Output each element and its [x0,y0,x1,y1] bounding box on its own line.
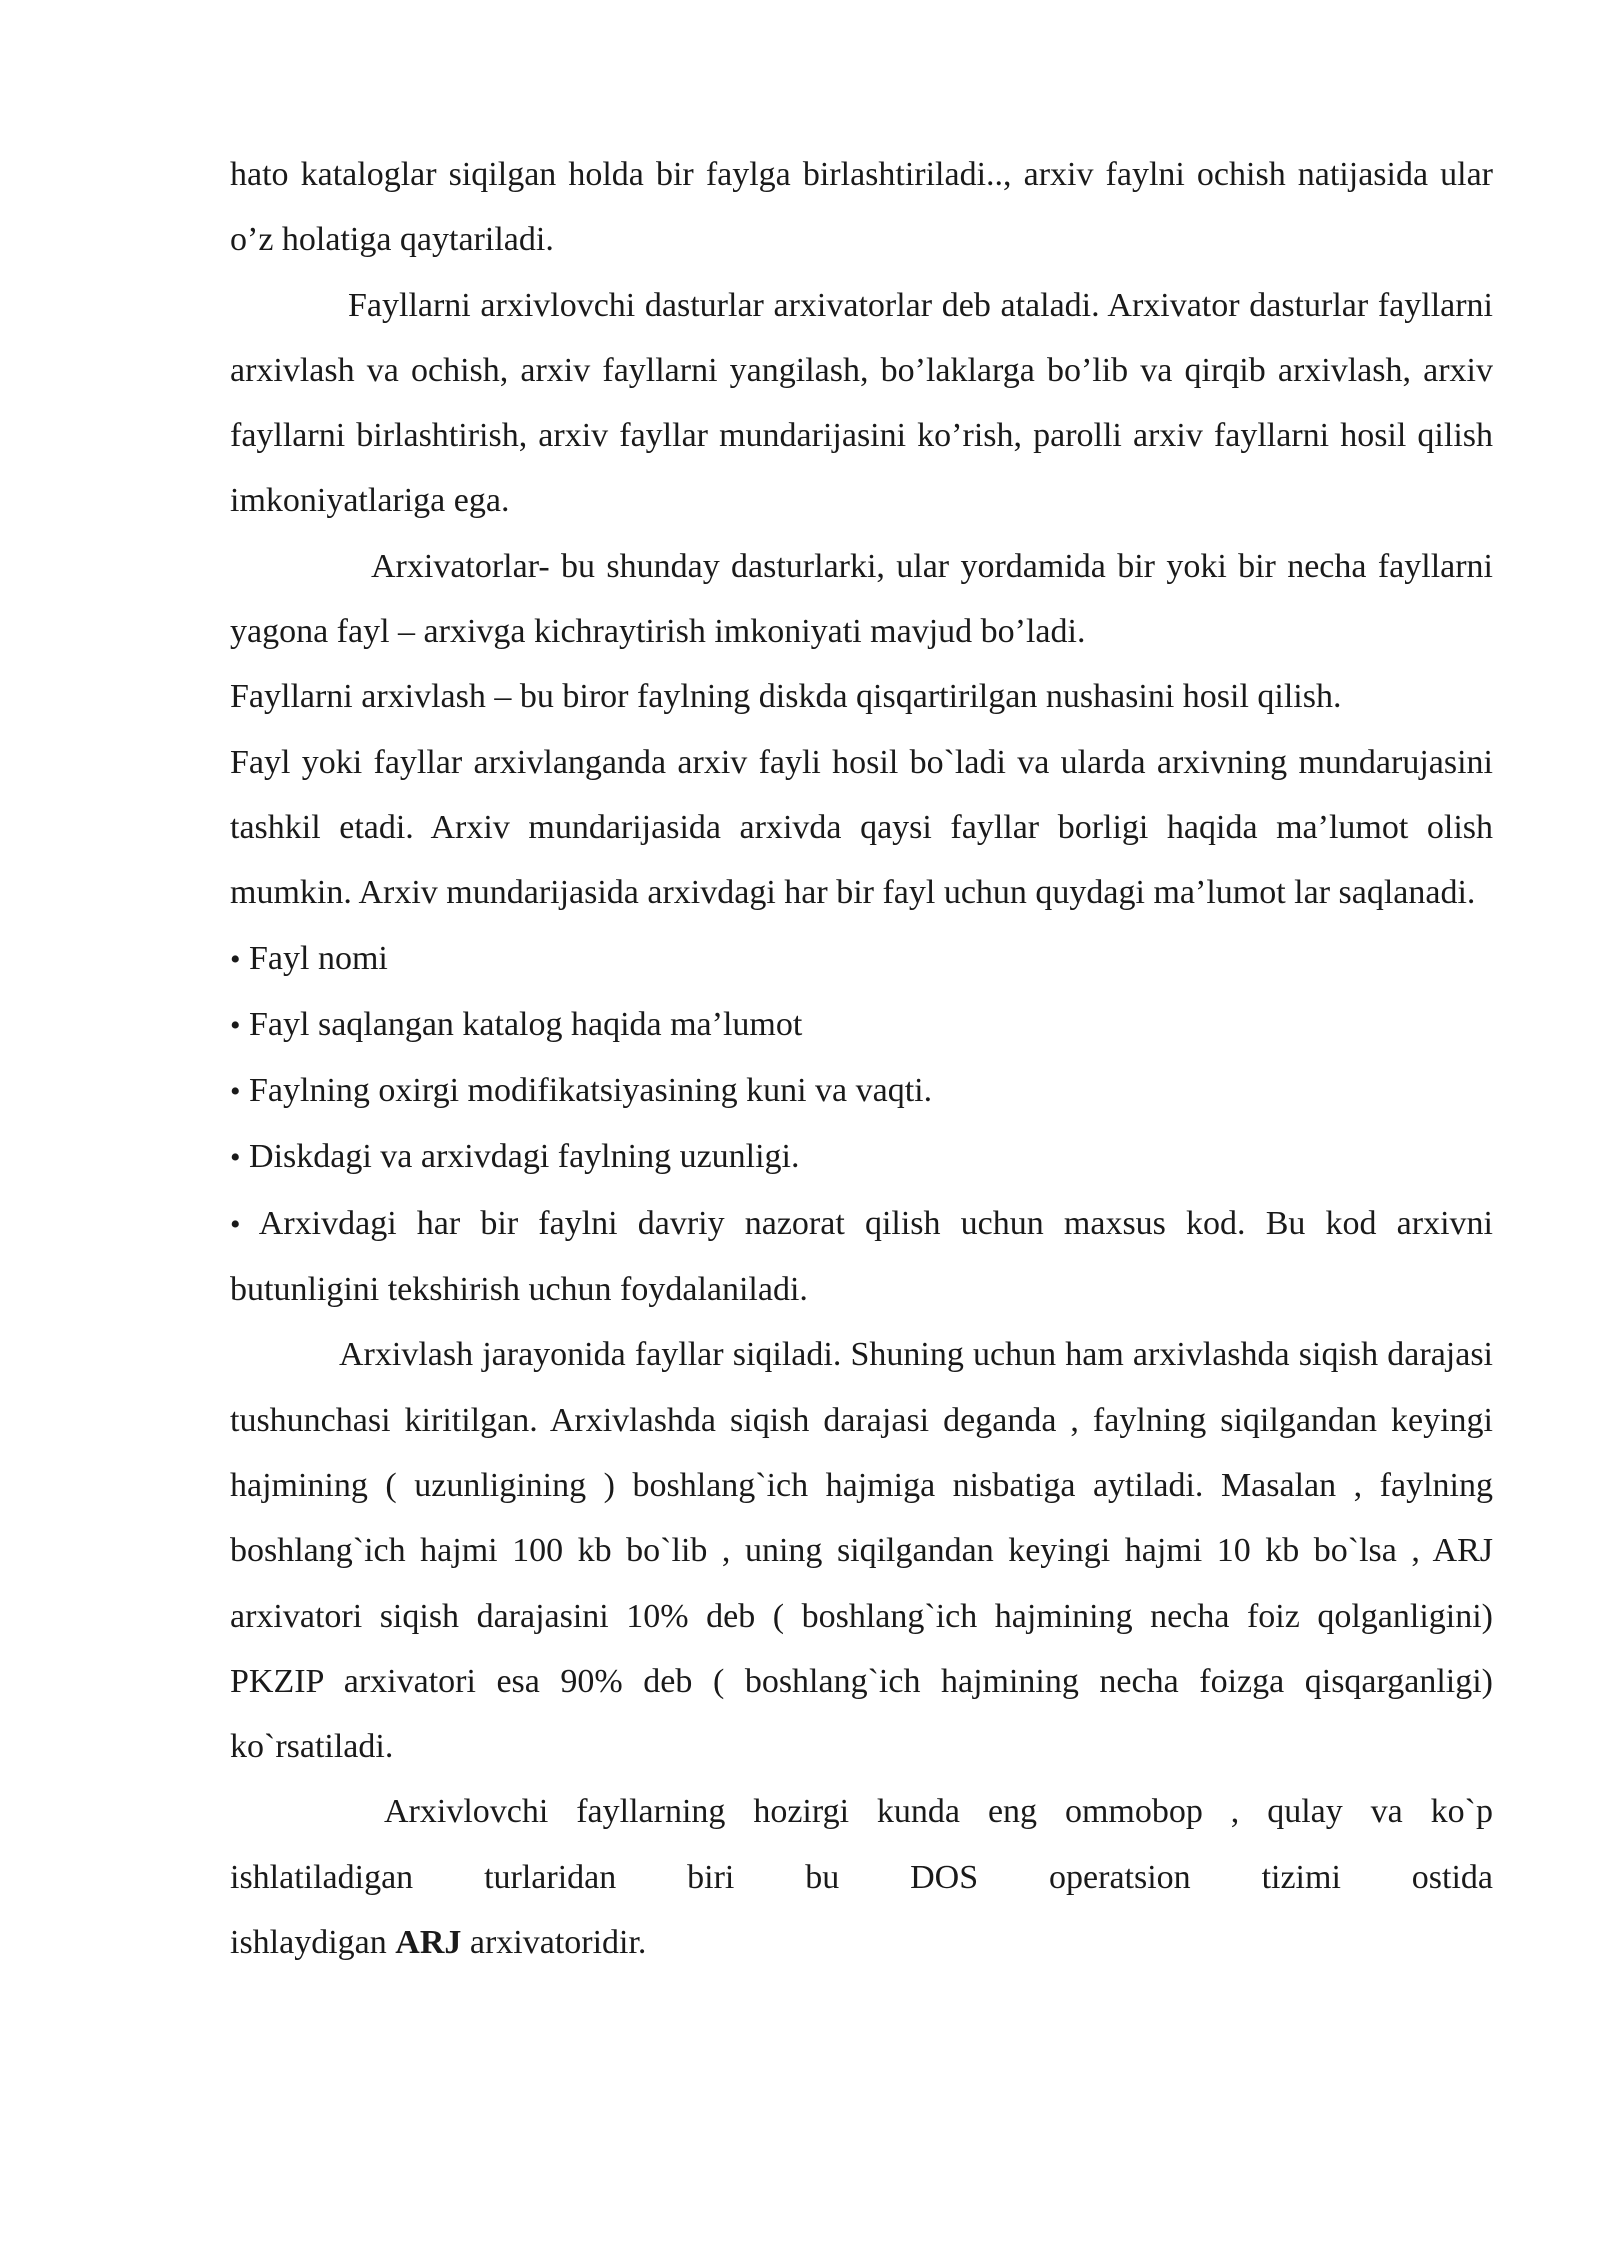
bullet-item [230,992,1493,1058]
paragraph-archive-contents: Fayl yoki fayllar arxivlanganda arxiv fayli hosil bo`ladi va ularda arxivning mundarujasini tashkil etadi. Arxiv mundarijasida arxivda qaysi fayllar borligi haqida ma’lumot olish mumkin. Arxiv mundarijasida arxivdagi har bir fayl uchun quydagi ma’lumot lar saqlanadi. [230,743,1493,912]
bullet-item [230,926,1493,992]
bullet-icon: • [230,1207,241,1241]
paragraph-arj-line-2: ishlatiladigan turlaridan biri bu DOS operatsion tizimi ostida [230,1858,1493,1896]
paragraph-compression-ratio: Arxivlash jarayonida fayllar siqiladi. Shuning uchun ham arxivlashda siqish darajasi tushunchasi kiritilgan. Arxivlashda siqish darajasi deganda , faylning siqilgandan keyingi hajmining ( uzunligining ) boshlang`ich hajmiga nisbatiga aytiladi. Masalan , faylning boshlang`ich hajmi 100 kb bo`lib , uning siqilgandan keyingi hajmi 10 kb bo`lsa , ARJ arxivatori siqish darajasini 10% deb ( boshlang`ich hajmining necha foiz qolganligini) PKZIP arxivatori esa 90% deb ( boshlang`ich hajmining necha foizga qisqarganligi) ko`rsatiladi. [230,1336,1493,1766]
arj-suffix-text: arxivatoridir. [469,1924,647,1962]
paragraph-archive-intro: hato kataloglar siqilgan holda bir faylga birlashtiriladi.., arxiv faylni ochish natijasida ular o’z holatiga qaytariladi. [230,156,1493,259]
bullet-text: Fayl nomi [249,939,388,977]
bullet-item [230,1124,1493,1190]
bullet-text: Fayl saqlangan katalog haqida ma’lumot [249,1005,803,1043]
paragraph-archivers-description: Arxivatorlar- bu shunday dasturlarki, ular yordamida bir yoki bir necha fayllarni yagona fayl – arxivga kichraytirish imkoniyati mavjud bo’ladi. [230,547,1493,651]
bullet-item [230,1058,1493,1124]
document-body [230,142,1493,1975]
arj-bold-term: ARJ [395,1924,462,1962]
paragraph-arj-line-1: Arxivlovchi fayllarning hozirgi kunda eng ommobop , qulay va ko`p [384,1793,1493,1831]
bullet-item [230,1191,1493,1323]
bullet-icon: • [230,942,241,976]
paragraph-archivers-definition: Fayllarni arxivlovchi dasturlar arxivatorlar deb ataladi. Arxivator dasturlar fayllarni arxivlash va ochish, arxiv fayllarni yangilash, bo’laklarga bo’lib va qirqib arxivlash, arxiv fayllarni birlashtirish, arxiv fayllar mundarijasini ko’rish, parolli arxiv fayllarni hosil qilish imkoniyatlariga ega. [230,286,1493,520]
paragraph-arj-line-3 [230,1910,1493,1975]
bullet-text: Arxivdagi har bir faylni davriy nazorat qilish uchun maxsus kod. Bu kod arxivni butunligini tekshirish uchun foydalaniladi. [230,1204,1493,1309]
bullet-icon: • [230,1141,241,1175]
bullet-text: Faylning oxirgi modifikatsiyasining kuni va vaqti. [249,1072,933,1110]
arj-prefix-text: ishlaydigan [230,1924,387,1962]
bullet-text: Diskdagi va arxivdagi faylning uzunligi. [249,1138,800,1176]
bullet-icon: • [230,1008,241,1042]
bullet-icon: • [230,1075,241,1109]
paragraph-archiving-definition: Fayllarni arxivlash – bu biror faylning diskda qisqartirilgan nushasini hosil qilish. [230,678,1342,716]
